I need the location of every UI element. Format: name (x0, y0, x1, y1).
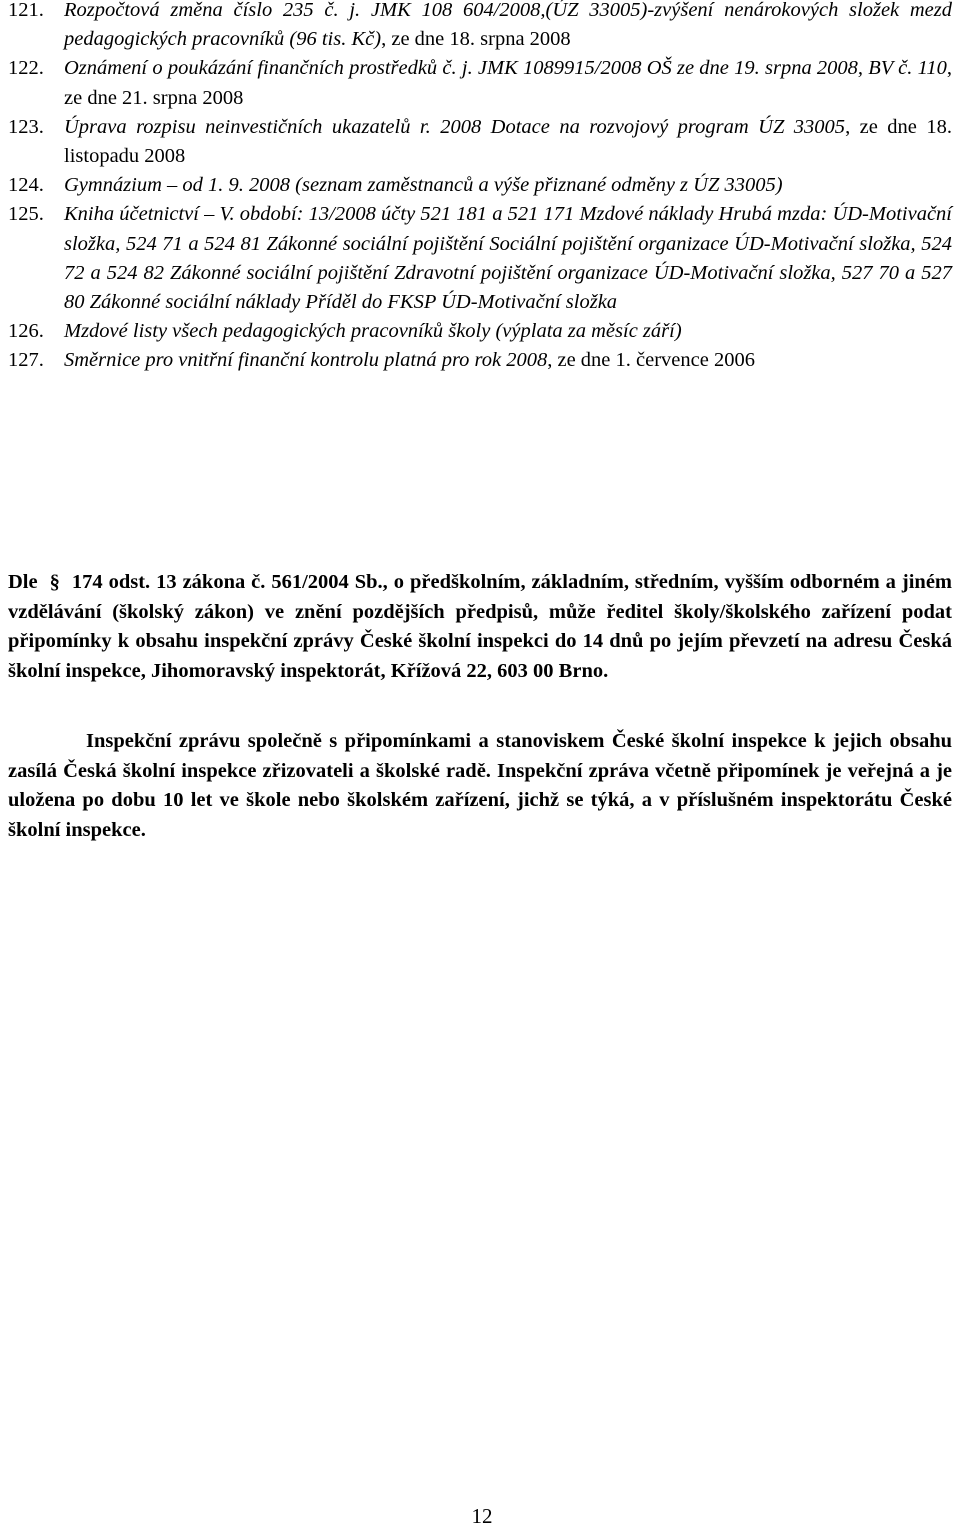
list-item (8, 346, 952, 375)
document-list (8, 0, 952, 376)
item-date: , ze dne 21. srpna 2008 (64, 57, 952, 109)
legal-notice-paragraph (8, 568, 952, 686)
item-number: 124. (8, 174, 44, 197)
item-number: 121. (8, 0, 44, 21)
item-title: Kniha účetnictví – V. období: 13/2008 účty 521 181 a 521 171 Mzdové náklady Hrubá mzda: ÚD-Motivační složka, 524 71 a 524 81 Zákonné sociální pojištění Sociální pojištění organizace ÚD-Motivační složka, 524 72 a 524 82 Zákonné sociální pojištění Zdravotní pojištění organizace ÚD-Motivační složka, 527 70 a 527 80 Zákonné sociální náklady Příděl do FKSP ÚD-Motivační složka (64, 203, 952, 314)
list-item (8, 200, 952, 317)
item-number: 125. (8, 203, 44, 226)
item-text (64, 346, 952, 375)
item-date: , ze dne 1. července 2006 (547, 349, 755, 372)
item-date: , ze dne 18. srpna 2008 (381, 28, 571, 51)
list-item (8, 113, 952, 171)
item-date: , ze dne 18. listopadu 2008 (64, 115, 952, 168)
item-text (64, 113, 952, 171)
item-text (64, 54, 952, 112)
item-text (64, 317, 952, 346)
item-text (64, 0, 952, 54)
item-number: 123. (8, 115, 44, 138)
item-text (64, 200, 952, 317)
item-number: 122. (8, 57, 44, 80)
item-text (64, 171, 952, 200)
list-item (8, 317, 952, 346)
item-title: Oznámení o poukázání finančních prostředků č. j. JMK 1089915/2008 OŠ ze dne 19. srpna 2008, BV č. 110 (64, 57, 947, 80)
item-title: Mzdové listy všech pedagogických pracovníků školy (výplata za měsíc září) (64, 320, 682, 343)
list-item (8, 0, 952, 54)
item-number: 126. (8, 320, 44, 343)
page-number: 12 (471, 1504, 493, 1528)
item-title: Gymnázium – od 1. 9. 2008 (seznam zaměstnanců a výše přiznané odměny z ÚZ 33005) (64, 174, 783, 197)
list-item (8, 54, 952, 112)
item-title: Rozpočtová změna číslo 235 č. j. JMK 108 604/2008,(ÚZ 33005)-zvýšení nenárokových složek mezd pedagogických pracovníků (96 tis. Kč) (64, 0, 952, 51)
item-title: Směrnice pro vnitřní finanční kontrolu platná pro rok 2008 (64, 349, 548, 372)
item-number: 127. (8, 349, 44, 372)
section-sign: § (49, 571, 60, 593)
item-title: Úprava rozpisu neinvestičních ukazatelů r. 2008 Dotace na rozvojový program ÚZ 33005 (64, 115, 846, 138)
distribution-paragraph: Inspekční zprávu společně s připomínkami a stanoviskem České školní inspekce k jejich obsahu zasílá Česká školní inspekce zřizovateli a školské radě. Inspekční zpráva včetně připomínek je veřejná a je uložena po dobu 10 let ve škole nebo školském zařízení, jichž se týká, a v příslušném inspektorátu České školní inspekce. (8, 730, 952, 841)
notice-body: 174 odst. 13 zákona č. 561/2004 Sb., o předškolním, základním, středním, vyšším odborném a jiném vzdělávání (školský zákon) ve znění pozdějších předpisů, může ředitel školy/školského zařízení podat připomínky k obsahu inspekční zprávy České školní inspekci do 14 dnů po jejím převzetí na adresu Česká školní inspekce, Jihomoravský inspektorát, Křížová 22, 603 00 Brno. (8, 571, 952, 682)
list-item (8, 171, 952, 200)
notice-lead: Dle (8, 571, 38, 593)
